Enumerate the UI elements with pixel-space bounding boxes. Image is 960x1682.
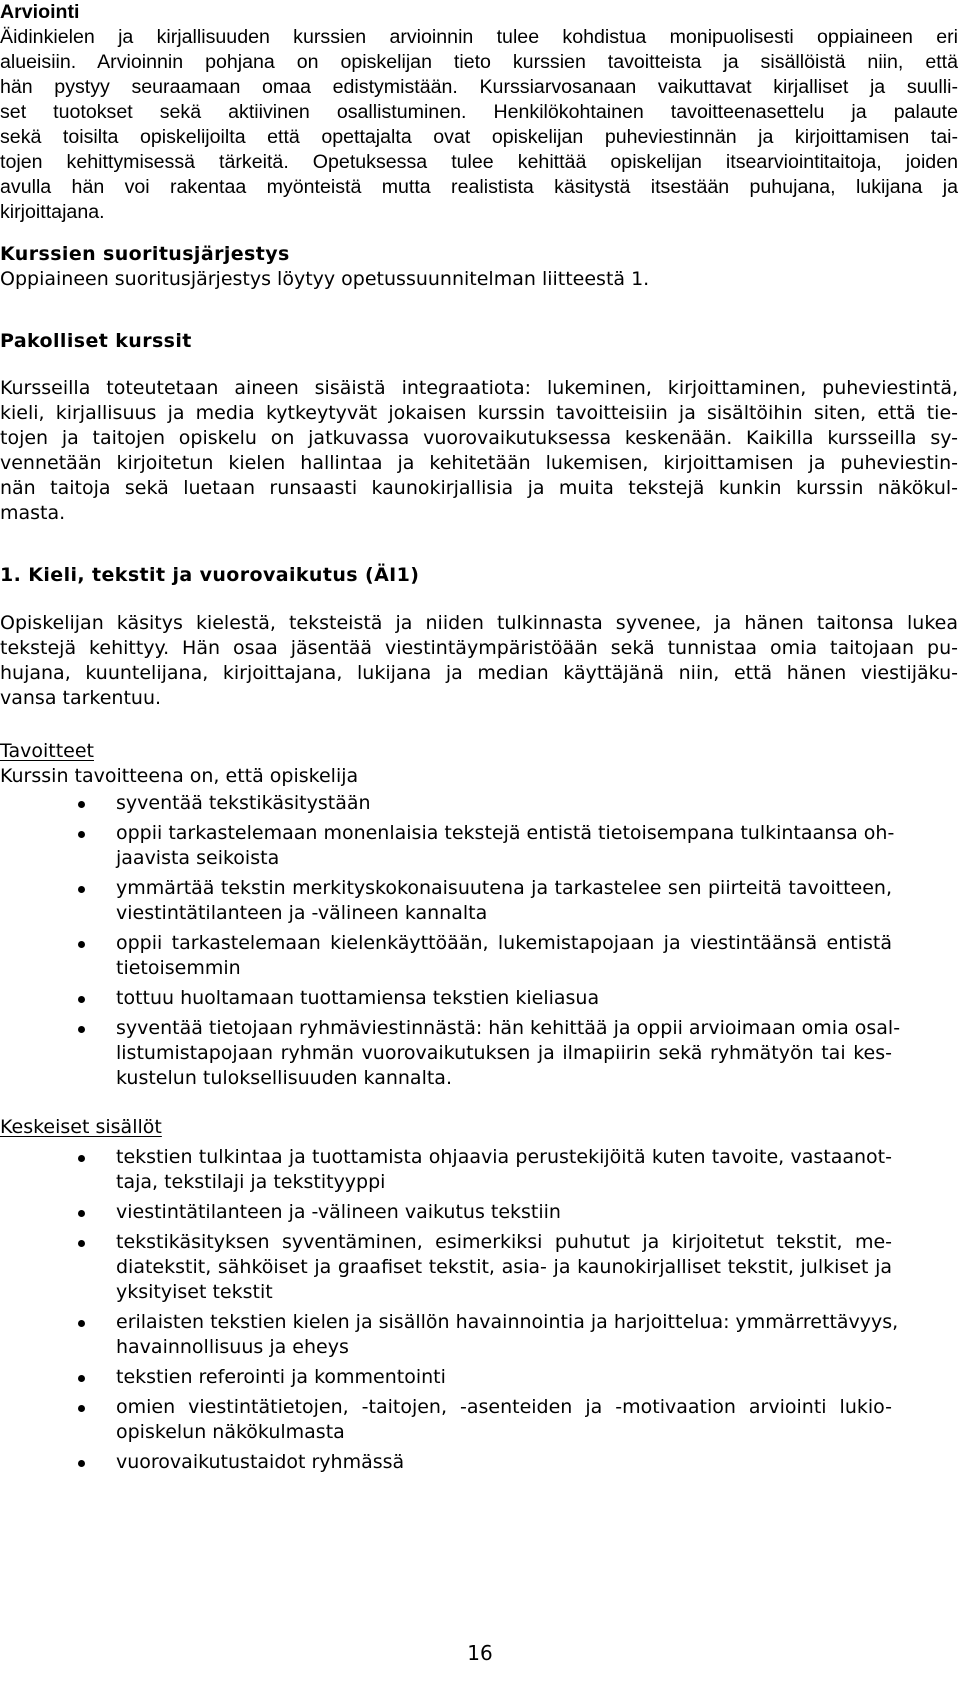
section-pakolliset-kurssit [0, 329, 958, 526]
sisallot-heading: Keskeiset sisällöt [0, 1116, 162, 1138]
list-item-text: diatekstit, sähköiset ja graafiset tekstit, asia- ja kaunokirjalliset tekstit, julkiset ja [116, 1256, 892, 1278]
section-suoritusjarjestys [0, 242, 958, 292]
bullet-icon [78, 1320, 85, 1327]
text-line: nän taitoja sekä luetaan runsaasti kaunokirjallisia ja muita tekstejä kunkin kurssin näkökul- [0, 477, 958, 499]
list-item-text: taja, tekstilaji ja tekstityyppi [116, 1171, 386, 1193]
section-keskeiset-sisallot [0, 1115, 958, 1475]
list-item [0, 1200, 892, 1225]
list-item [0, 876, 892, 926]
list-item [0, 791, 892, 816]
text-line: tekstejä kehittyy. Hän osaa jäsentää viestintäympäristöään sekä tunnistaa omia taitojaan pu- [0, 637, 958, 659]
list-item [0, 931, 892, 981]
list-item [0, 1365, 892, 1390]
list-item-text: havainnollisuus ja eheys [116, 1336, 349, 1358]
course-heading: 1. Kieli, tekstit ja vuorovaikutus (ÄI1) [0, 564, 420, 586]
section-heading-arviointi: Arviointi [0, 1, 80, 23]
list-item-text: tekstikäsityksen syventäminen, esimerkiksi puhutut ja kirjoitetut tekstit, me- [116, 1231, 892, 1253]
text-line: masta. [0, 502, 66, 524]
text-line: hujana, kuuntelijana, kirjoittajana, lukijana ja median käyttäjänä niin, että hänen viestijäku- [0, 662, 958, 684]
list-item [0, 1145, 892, 1195]
tavoitteet-list [0, 791, 958, 1091]
list-item-text: erilaisten tekstien kielen ja sisällön havainnointia ja harjoittelua: ymmärrettävyys, [116, 1311, 899, 1333]
list-item-text: opiskelun näkökulmasta [116, 1421, 345, 1443]
pakolliset-paragraph [0, 376, 958, 526]
text-line: alueisiin. Arvioinnin pohjana on opiskelijan tieto kurssien tavoitteista ja sisällöistä niin, että [0, 51, 958, 73]
text-line: sekä toisilta opiskelijoilta että opettajalta ovat opiskelijan puheviestinnän ja kirjoittamisen tai- [0, 126, 958, 148]
text-line: tojen ja taitojen opiskelu on jatkuvassa vuorovaikutuksessa keskenään. Kaikilla kursseilla sy- [0, 427, 958, 449]
list-item-text: yksityiset tekstit [116, 1281, 273, 1303]
bullet-icon [78, 1026, 85, 1033]
list-item [0, 1450, 892, 1475]
list-item [0, 1310, 899, 1360]
text-line: Kursseilla toteutetaan aineen sisäistä integraatiota: lukeminen, kirjoittaminen, puheviestintä, [0, 377, 958, 399]
arviointi-paragraph [0, 25, 958, 225]
list-item-text: ymmärtää tekstin merkityskokonaisuutena ja tarkastelee sen piirteitä tavoitteen, [116, 877, 892, 899]
text-line: tojen kehittymisessä tärkeitä. Opetuksessa tulee kehittää opiskelijan itsearviointitaitoja, joiden [0, 151, 958, 173]
list-item-text: tietoisemmin [116, 957, 241, 979]
list-item-text: syventää tietojaan ryhmäviestinnästä: hän kehittää ja oppii arvioimaan omia osal- [116, 1017, 901, 1039]
list-item-text: vuorovaikutustaidot ryhmässä [116, 1451, 405, 1473]
list-item-text: omien viestintätietojen, -taitojen, -asenteiden ja -motivaation arviointi lukio- [116, 1396, 892, 1418]
bullet-icon [78, 1155, 85, 1162]
text-line: Äidinkielen ja kirjallisuuden kurssien arvioinnin tulee kohdistua monipuolisesti oppiaineen eri [0, 26, 958, 48]
bullet-icon [78, 1210, 85, 1217]
list-item-text: tekstien tulkintaa ja tuottamista ohjaavia perustekijöitä kuten tavoite, vastaanot- [116, 1146, 892, 1168]
list-item-text: jaavista seikoista [116, 847, 280, 869]
text-line: hän pystyy seuraamaan omaa edistymistään. Kurssiarvosanaan vaikuttavat kirjalliset ja suulli- [0, 76, 958, 98]
list-item-text: oppii tarkastelemaan monenlaisia tekstejä entistä tietoisempana tulkintaansa oh- [116, 822, 895, 844]
list-item-text: tekstien referointi ja kommentointi [116, 1366, 446, 1388]
list-item [0, 821, 895, 871]
list-item-text: listumistapojaan ryhmän vuorovaikutuksen ja ilmapiirin sekä ryhmätyön tai kes- [116, 1042, 892, 1064]
list-item [0, 1395, 892, 1445]
list-item [0, 1016, 901, 1091]
section-heading-suoritusjarjestys: Kurssien suoritusjärjestys [0, 243, 290, 265]
bullet-icon [78, 1375, 85, 1382]
list-item-text: oppii tarkastelemaan kielenkäyttöään, lukemistapojaan ja viestintäänsä entistä [116, 932, 892, 954]
bullet-icon [78, 1460, 85, 1467]
text-line: Opiskelijan käsitys kielestä, teksteistä ja niiden tulkinnasta syvenee, ja hänen taitonsa lukea [0, 612, 958, 634]
list-item-text: kustelun tuloksellisuuden kannalta. [116, 1067, 452, 1089]
suoritusjarjestys-text: Oppiaineen suoritusjärjestys löytyy opetussuunnitelman liitteestä 1. [0, 268, 650, 290]
bullet-icon [78, 831, 85, 838]
list-item [0, 986, 892, 1011]
section-heading-pakolliset: Pakolliset kurssit [0, 330, 192, 352]
tavoitteet-heading: Tavoitteet [0, 740, 94, 762]
bullet-icon [78, 1240, 85, 1247]
bullet-icon [78, 801, 85, 808]
page-number: 16 [467, 1641, 493, 1665]
bullet-icon [78, 886, 85, 893]
text-line: kieli, kirjallisuus ja media kytkeytyvät jokaisen kurssin tavoitteisiin ja sisältöihin siten, että tie- [0, 402, 958, 424]
text-line: set tuotokset sekä aktiivinen osallistuminen. Henkilökohtainen tavoitteenasettelu ja palaute [0, 101, 958, 123]
bullet-icon [78, 1405, 85, 1412]
list-item [0, 1230, 892, 1305]
list-item-text: viestintätilanteen ja -välineen kannalta [116, 902, 488, 924]
bullet-icon [78, 996, 85, 1003]
sisallot-list [0, 1145, 958, 1475]
section-course-ai1 [0, 563, 958, 711]
text-line: vennetään kirjoitetun kielen hallintaa ja kehitetään lukemisen, kirjoittamisen ja puheviestin- [0, 452, 958, 474]
text-line: kirjoittajana. [0, 201, 105, 223]
section-tavoitteet [0, 739, 958, 1091]
list-item-text: tottuu huoltamaan tuottamiensa tekstien kieliasua [116, 987, 600, 1009]
bullet-icon [78, 941, 85, 948]
section-arviointi [0, 0, 958, 225]
list-item-text: syventää tekstikäsitystään [116, 792, 371, 814]
list-item-text: viestintätilanteen ja -välineen vaikutus tekstiin [116, 1201, 561, 1223]
course-description [0, 611, 958, 711]
text-line: avulla hän voi rakentaa myönteistä mutta realistista käsitystä itsestään puhujana, lukijana ja [0, 176, 958, 198]
tavoitteet-intro: Kurssin tavoitteena on, että opiskelija [0, 765, 359, 787]
text-line: vansa tarkentuu. [0, 687, 162, 709]
